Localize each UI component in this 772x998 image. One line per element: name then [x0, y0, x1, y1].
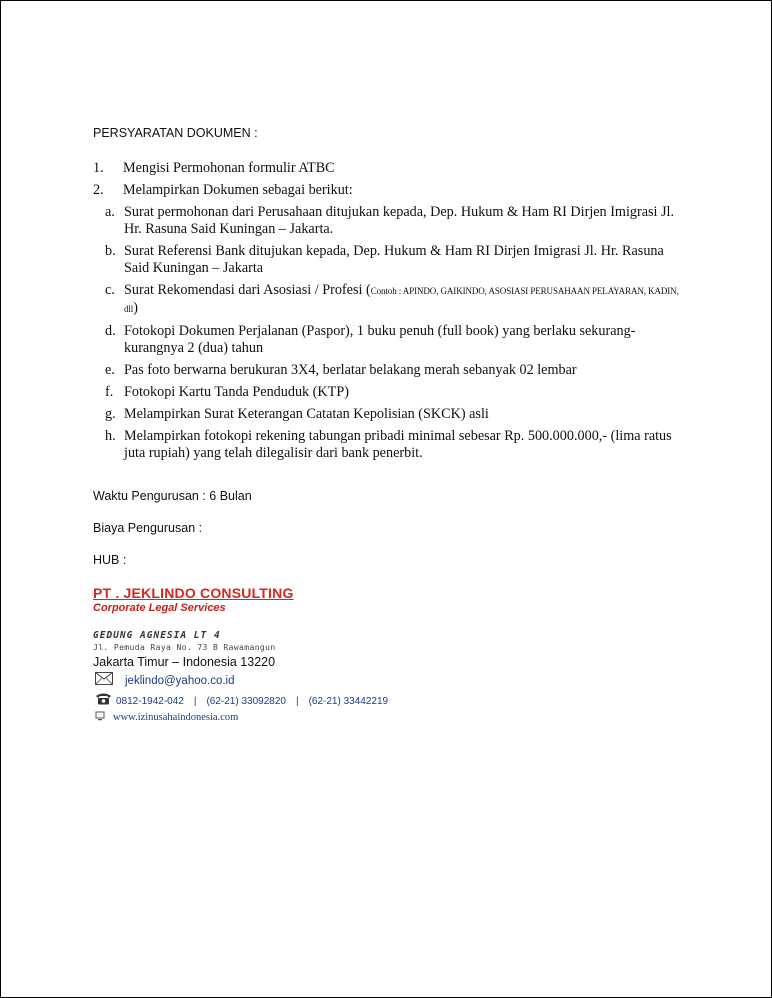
item-text: [124, 282, 685, 318]
item-text: Surat Referensi Bank ditujukan kepada, Dep. Hukum & Ham RI Dirjen Imigrasi Jl. Hr. Rasuna Said Kuningan – Jakarta: [124, 243, 664, 276]
item-text: Fotokopi Kartu Tanda Penduduk (KTP): [124, 384, 349, 400]
contact-label: HUB :: [93, 553, 127, 567]
item-text: Melampirkan fotokopi rekening tabungan pribadi minimal sebesar Rp. 500.000.000,- (lima ratus juta rupiah) yang telah dilegalisir dari bank penerbit.: [124, 428, 672, 461]
item-number: 2.: [93, 182, 104, 198]
phone-number[interactable]: (62-21) 33092820: [206, 695, 286, 707]
address-street: Jl. Pemuda Raya No. 73 B Rawamangun: [93, 643, 276, 652]
sub-list-item: [105, 406, 685, 423]
sub-list-item: [105, 204, 685, 238]
phone-separator: |: [295, 695, 299, 707]
main-list-item: [93, 159, 693, 177]
sub-list-item: [105, 282, 685, 318]
item-text: Pas foto berwarna berukuran 3X4, berlatar belakang merah sebanyak 02 lembar: [124, 362, 577, 378]
phone-numbers: [116, 696, 388, 707]
phone-number[interactable]: 0812-1942-042: [116, 695, 184, 707]
item-letter: a.: [105, 204, 115, 220]
item-letter: h.: [105, 428, 116, 444]
item-letter: g.: [105, 406, 116, 422]
item-text: Surat permohonan dari Perusahaan ditujukan kepada, Dep. Hukum & Ham RI Dirjen Imigrasi Jl. Hr. Rasuna Said Kuningan – Jakarta.: [124, 204, 675, 237]
item-text: Melampirkan Dokumen sebagai berikut:: [123, 182, 353, 198]
email-link[interactable]: jeklindo@yahoo.co.id: [125, 675, 235, 687]
address-city: Jakarta Timur – Indonesia 13220: [93, 655, 276, 669]
address-building: GEDUNG AGNESIA LT 4: [93, 630, 221, 641]
sub-list: [105, 204, 685, 467]
item-text-example: Contoh : APINDO, GAIKINDO, ASOSIASI PERUSAHAAN PELAYARAN, KADIN, dll: [124, 286, 679, 314]
envelope-icon: [95, 672, 113, 690]
sub-list-item: [105, 243, 685, 277]
item-letter: c.: [105, 282, 115, 298]
company-tagline: Corporate Legal Services: [93, 602, 226, 614]
cost-text: Biaya Pengurusan :: [93, 521, 203, 535]
item-text: Fotokopi Dokumen Perjalanan (Paspor), 1 buku penuh (full book) yang berlaku sekurang-kurangnya 2 (dua) tahun: [124, 323, 636, 356]
item-letter: e.: [105, 362, 115, 378]
sub-list-item: [105, 428, 685, 462]
item-text-end: ): [133, 300, 138, 316]
item-letter: d.: [105, 323, 116, 339]
item-letter: f.: [105, 384, 114, 400]
item-text: Mengisi Permohonan formulir ATBC: [123, 160, 335, 176]
main-list: [93, 159, 693, 203]
section-title: PERSYARATAN DOKUMEN :: [93, 126, 258, 140]
sub-list-item: [105, 323, 685, 357]
main-list-item: [93, 181, 693, 199]
website-row: [95, 708, 238, 726]
website-link[interactable]: www.izinusahaindonesia.com: [113, 711, 239, 723]
item-text-main: Surat Rekomendasi dari Asosiasi / Profesi (: [124, 282, 371, 298]
email-row: [95, 672, 235, 690]
item-letter: b.: [105, 243, 116, 259]
company-name: PT . JEKLINDO CONSULTING: [93, 585, 294, 601]
item-number: 1.: [93, 160, 104, 176]
computer-icon: [95, 708, 105, 726]
phone-number[interactable]: (62-21) 33442219: [308, 695, 389, 707]
duration-text: Waktu Pengurusan : 6 Bulan: [93, 489, 252, 503]
item-text: Melampirkan Surat Keterangan Catatan Kepolisian (SKCK) asli: [124, 406, 489, 422]
phone-separator: |: [193, 695, 197, 707]
sub-list-item: [105, 362, 685, 379]
sub-list-item: [105, 384, 685, 401]
